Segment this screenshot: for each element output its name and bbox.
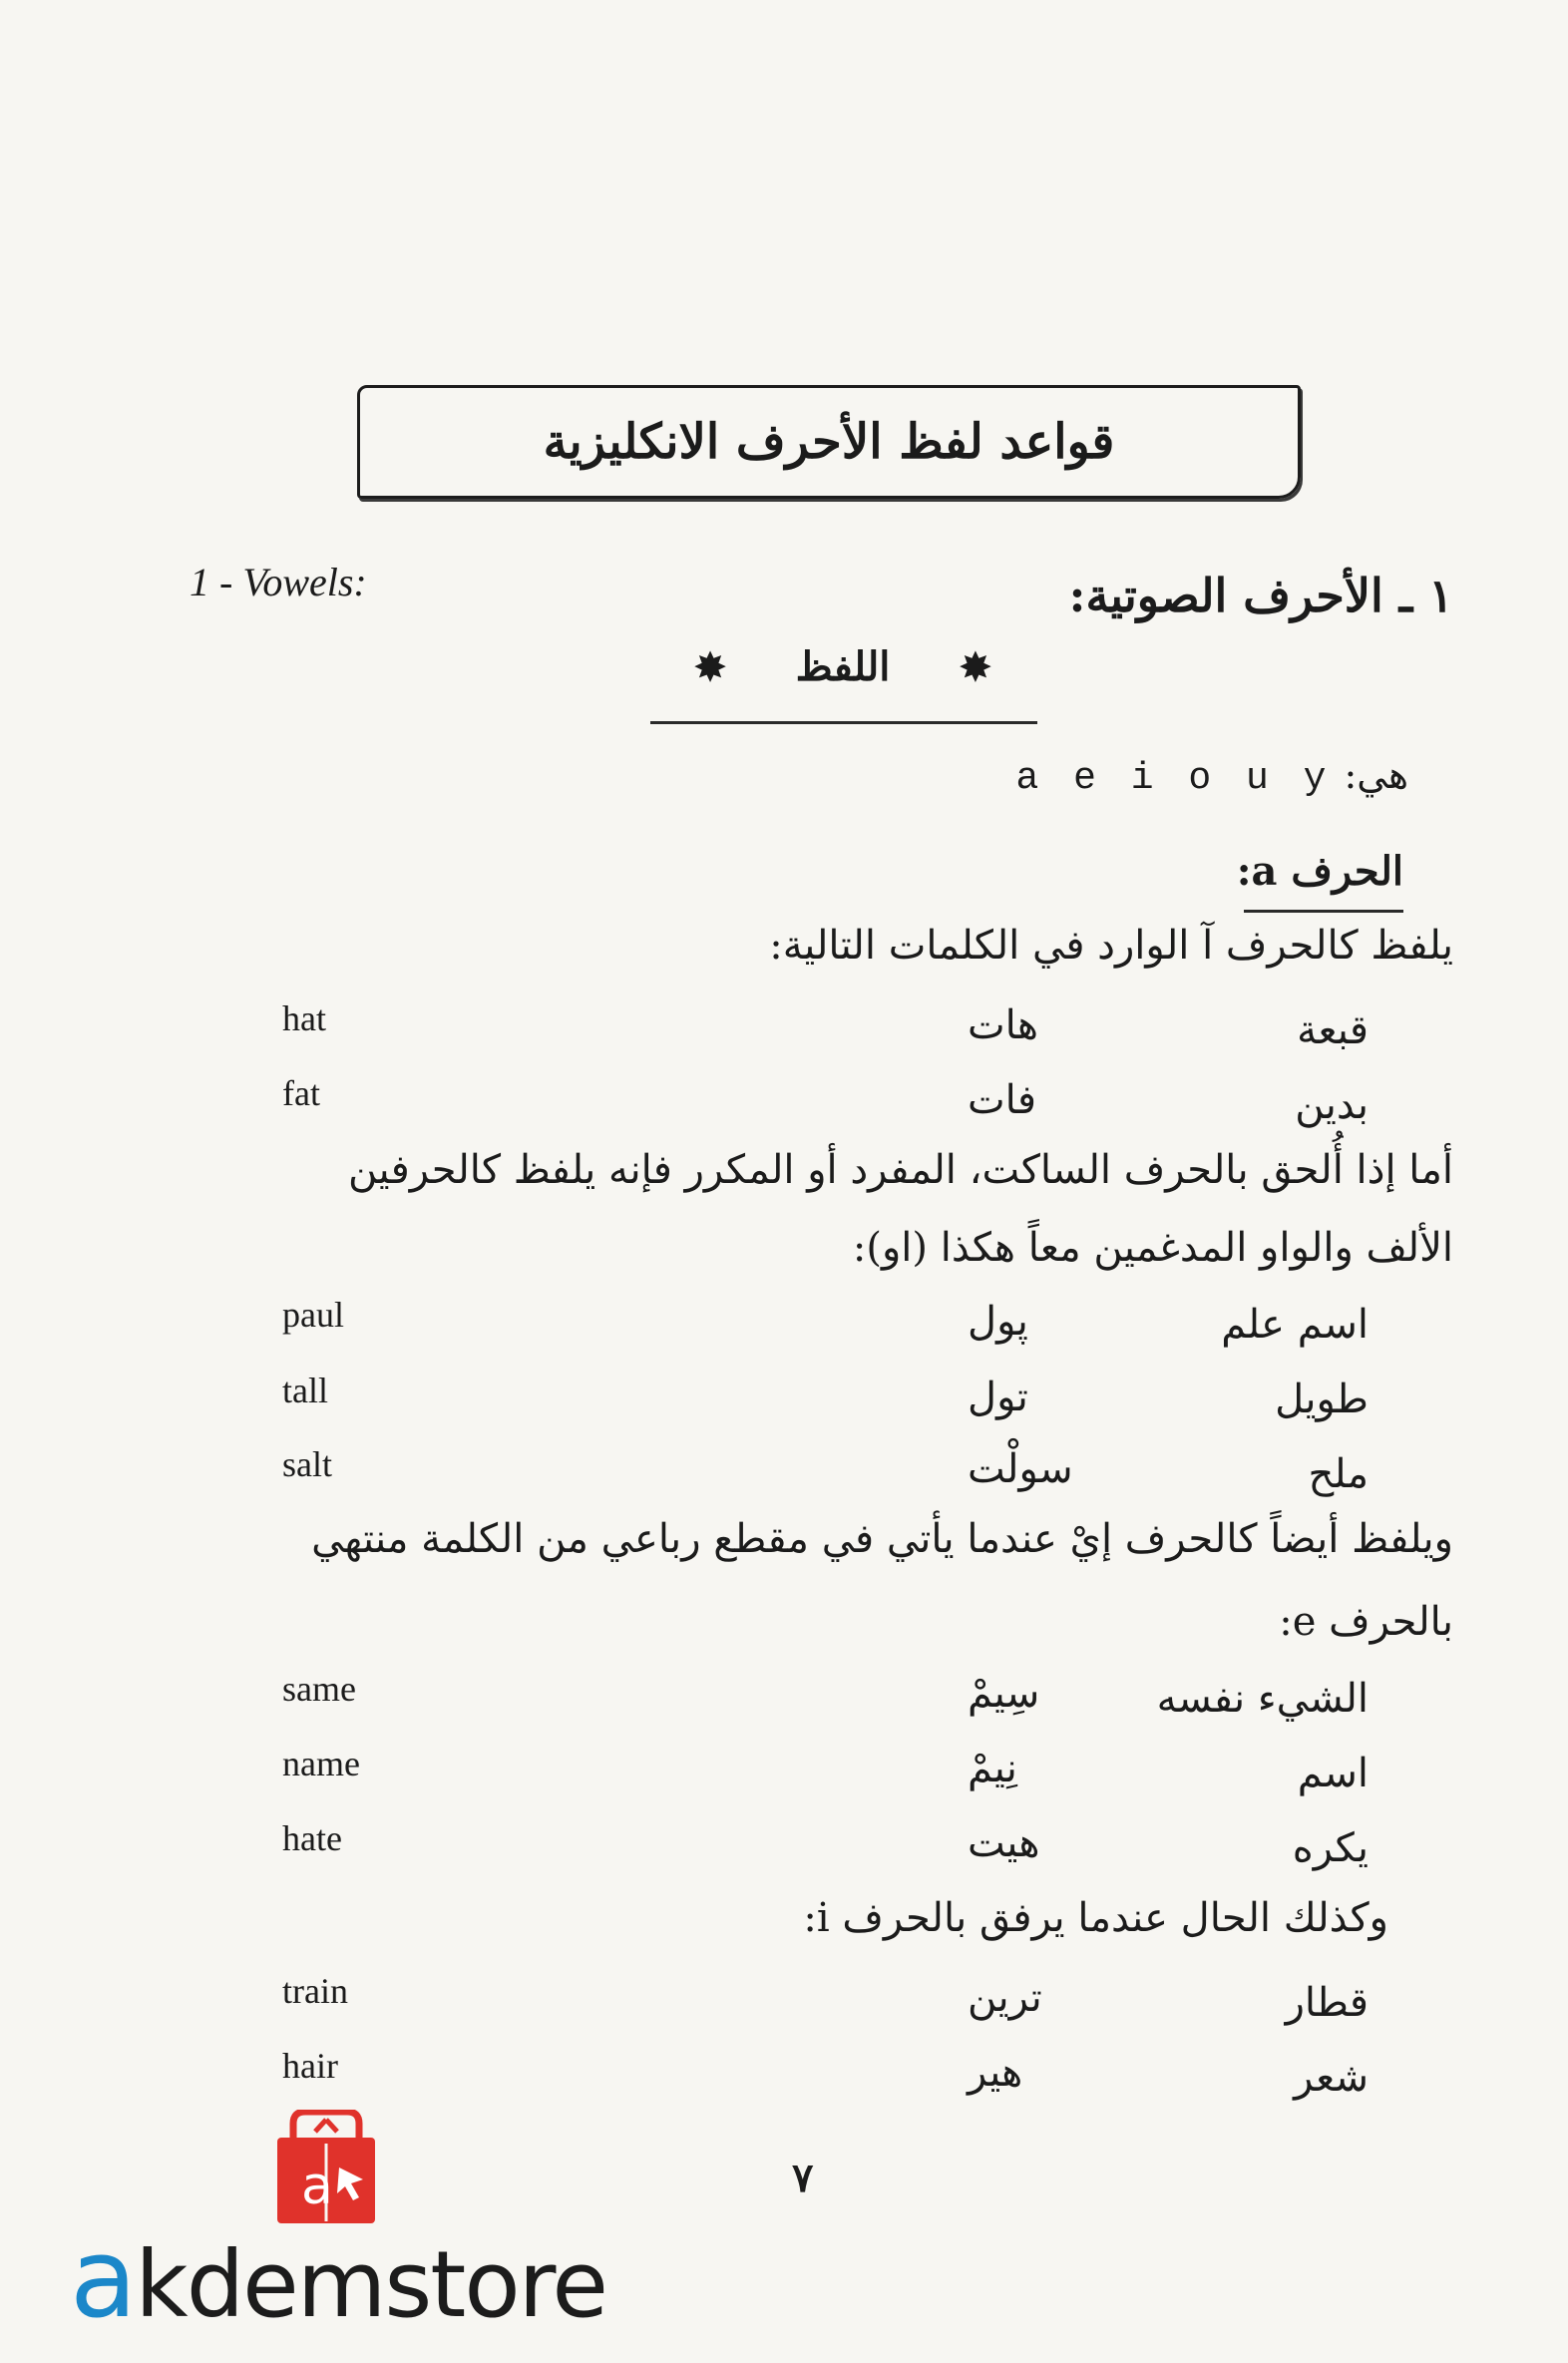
arabic-meaning: الشيء نفسه (1156, 1676, 1369, 1722)
arabic-pronunciation: پول (968, 1299, 1028, 1345)
store-bag-icon (271, 2110, 381, 2229)
page-number: ٧ (792, 2155, 814, 2201)
arabic-pronunciation: فات (968, 1077, 1036, 1123)
arabic-pronunciation: سِيمْ (968, 1671, 1040, 1717)
arabic-meaning: بدين (1295, 1082, 1369, 1128)
arabic-meaning: ملح (1308, 1451, 1369, 1497)
section-title-arabic: ١ ـ الأحرف الصوتية: (1068, 569, 1453, 622)
logo-icon-letter: a (301, 2157, 333, 2216)
paragraph-line: ويلفظ أيضاً كالحرف إيْ عندما يأتي في مقطع رباعي من الكلمة منتهي (311, 1516, 1453, 1562)
arabic-meaning: شعر (1294, 2055, 1369, 2101)
paragraph-line: بالحرف e: (1279, 1599, 1453, 1645)
english-word: name (282, 1744, 360, 1783)
arabic-meaning: يكره (1292, 1825, 1369, 1871)
star-icon: ✸ (960, 644, 991, 689)
english-word: salt (282, 1444, 332, 1484)
english-word: hair (282, 2046, 338, 2086)
heading-underline (650, 721, 1037, 724)
arabic-meaning: طويل (1275, 1377, 1369, 1422)
arabic-meaning: اسم (1297, 1751, 1369, 1796)
english-word: tall (282, 1371, 328, 1410)
intro-text: يلفظ كالحرف آ الوارد في الكلمات التالية: (769, 923, 1453, 969)
page-title: قواعد لفظ الأحرف الانكليزية (543, 414, 1115, 470)
letter-heading: الحرف a: (1236, 848, 1403, 895)
arabic-pronunciation: ترين (968, 1975, 1042, 2021)
arabic-meaning: قطار (1285, 1980, 1369, 2026)
vowels-prefix: هي: (1344, 753, 1408, 797)
english-word: hate (282, 1818, 342, 1858)
english-word: train (282, 1971, 348, 2011)
logo-accent: a (70, 2214, 136, 2342)
paragraph-line: أما إذا أُلحق بالحرف الساكت، المفرد أو المكرر فإنه يلفظ كالحرفين (348, 1147, 1453, 1193)
english-word: fat (282, 1073, 320, 1113)
english-word: paul (282, 1295, 344, 1335)
letter-heading-underline (1244, 910, 1403, 913)
arabic-pronunciation: هير (968, 2050, 1023, 2096)
section-title-english: 1 - Vowels: (190, 560, 367, 604)
logo-name: kdemstore (135, 2231, 607, 2338)
vowels-letters: a e i o u y (1015, 757, 1333, 800)
arabic-pronunciation: سولْت (968, 1446, 1073, 1492)
vowels-line (1016, 753, 1408, 800)
pronunciation-heading (648, 643, 1037, 690)
store-logo (70, 2214, 606, 2342)
arabic-pronunciation: نِيمْ (968, 1746, 1017, 1791)
arabic-meaning: قبعة (1297, 1007, 1369, 1053)
english-word: same (282, 1669, 356, 1709)
pronunciation-label: اللفظ (795, 643, 891, 690)
paragraph-line: وكذلك الحال عندما يرفق بالحرف i: (803, 1895, 1388, 1941)
paragraph-line: الألف والواو المدغمين معاً هكذا (او): (852, 1225, 1453, 1271)
arabic-meaning: اسم علم (1221, 1302, 1369, 1348)
title-box (357, 385, 1301, 499)
arabic-pronunciation: هيت (968, 1820, 1040, 1866)
arabic-pronunciation: تول (968, 1375, 1028, 1420)
star-icon: ✸ (694, 644, 726, 689)
english-word: hat (282, 998, 326, 1038)
arabic-pronunciation: هات (968, 1002, 1038, 1048)
